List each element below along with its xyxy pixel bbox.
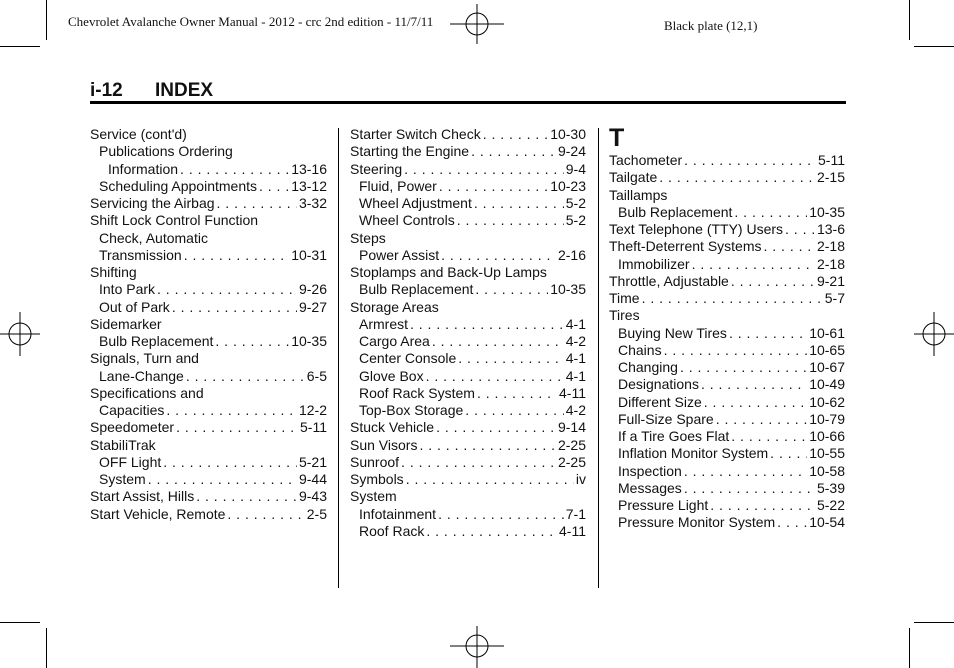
- leader-dots: [410, 316, 564, 333]
- index-entry-label: System: [350, 488, 397, 505]
- index-entry: [609, 307, 845, 324]
- index-entry-page: 3-32: [298, 195, 327, 211]
- index-entry-label: Scheduling Appointments: [99, 177, 257, 194]
- leader-dots: [680, 359, 807, 376]
- index-entry-label: Service (cont'd): [90, 126, 187, 142]
- index-entry-page: 10-67: [809, 359, 845, 375]
- index-entry-page: 5-2: [565, 195, 586, 211]
- page-title: INDEX: [155, 80, 214, 101]
- index-entry-page: 9-26: [298, 281, 327, 298]
- index-entry-label: If a Tire Goes Flat: [618, 428, 730, 444]
- section-letter: T: [609, 124, 625, 152]
- index-entry: [90, 316, 327, 333]
- index-entry-page: 10-58: [809, 462, 845, 479]
- index-entry-label: Start Vehicle, Remote: [90, 505, 226, 522]
- index-entry: [350, 178, 586, 195]
- index-entry: [350, 161, 586, 178]
- index-entry: [609, 445, 845, 462]
- index-entry-page: 10-30: [550, 126, 586, 142]
- index-entry-page: 2-25: [557, 453, 586, 470]
- index-entry-label: Stuck Vehicle: [350, 419, 435, 436]
- leader-dots: [441, 247, 556, 264]
- index-entry: [90, 506, 327, 523]
- leader-dots: [172, 299, 297, 316]
- index-entry-page: 9-44: [298, 471, 327, 487]
- leader-dots: [432, 333, 564, 350]
- index-entry-label: Signals, Turn and: [90, 350, 199, 367]
- index-entry-label: Full-Size Spare: [618, 410, 714, 427]
- index-entry-label: Taillamps: [609, 186, 668, 203]
- index-entry-label: Glove Box: [359, 367, 424, 384]
- index-entry-page: 4-1: [565, 315, 586, 332]
- index-entry: [90, 471, 327, 488]
- leader-dots: [215, 333, 289, 350]
- index-entry-label: Pressure Monitor System: [618, 514, 776, 531]
- index-entry: [350, 471, 586, 488]
- leader-dots: [785, 221, 815, 238]
- index-entry-label: Inflation Monitor System: [618, 445, 769, 462]
- leader-dots: [777, 514, 807, 531]
- leader-dots: [458, 350, 563, 367]
- index-entry-page: 2-18: [816, 255, 845, 272]
- index-entry-label: Cargo Area: [359, 333, 430, 349]
- leader-dots: [176, 419, 298, 436]
- index-entry: [350, 523, 586, 540]
- index-entry: [350, 419, 586, 436]
- index-entry: [90, 264, 327, 281]
- index-column-2: [350, 126, 586, 540]
- leader-dots: [710, 497, 815, 514]
- index-entry-label: Pressure Light: [618, 497, 709, 513]
- index-entry: [609, 256, 845, 273]
- leader-dots: [659, 169, 815, 186]
- index-entry-page: 9-14: [557, 419, 586, 436]
- leader-dots: [436, 419, 556, 436]
- index-entry-label: Lane-Change: [99, 367, 184, 384]
- index-entry-label: Throttle, Adjustable: [609, 272, 729, 289]
- leader-dots: [184, 247, 289, 264]
- index-entry: [609, 497, 845, 514]
- index-entry-label: Inspection: [618, 462, 682, 479]
- index-entry: [90, 299, 327, 316]
- index-entry-page: 2-18: [816, 238, 845, 255]
- index-entry-label: Power Assist: [359, 246, 440, 263]
- index-entry-page: 2-15: [816, 169, 845, 186]
- index-entry-label: Bulb Replacement: [359, 281, 474, 298]
- leader-dots: [186, 368, 305, 385]
- index-entry-label: Infotainment: [359, 505, 437, 522]
- leader-dots: [426, 368, 564, 385]
- index-entry-label: Theft-Deterrent Systems: [609, 238, 762, 255]
- index-entry-page: 2-25: [557, 436, 586, 453]
- index-entry-label: Speedometer: [90, 419, 175, 436]
- index-entry: [609, 514, 845, 531]
- index-entry-page: 2-5: [306, 505, 327, 522]
- index-entry-label: Tachometer: [609, 152, 683, 168]
- index-entry: [350, 368, 586, 385]
- index-entry: [350, 385, 586, 402]
- index-entry-label: Wheel Controls: [359, 212, 455, 229]
- index-entry: [609, 428, 845, 445]
- index-entry: [609, 359, 845, 376]
- index-entry-page: 10-23: [550, 177, 586, 194]
- leader-dots: [465, 402, 563, 419]
- index-entry-label: Center Console: [359, 350, 457, 367]
- index-entry-label: Roof Rack: [359, 522, 425, 539]
- index-entry: [609, 169, 845, 186]
- index-entry-label: Bulb Replacement: [618, 203, 733, 220]
- index-entry-page: 5-2: [565, 212, 586, 229]
- leader-dots: [474, 195, 564, 212]
- index-entry: [609, 238, 845, 255]
- index-entry-label: Changing: [618, 359, 678, 375]
- index-entry: [90, 333, 327, 350]
- leader-dots: [439, 178, 548, 195]
- leader-dots: [180, 161, 289, 178]
- leader-dots: [259, 178, 289, 195]
- leader-dots: [642, 290, 823, 307]
- leader-dots: [401, 454, 556, 471]
- index-entry: [90, 195, 327, 212]
- leader-dots: [701, 376, 807, 393]
- index-entry-page: 10-65: [809, 341, 845, 358]
- index-entry-label: Chains: [618, 341, 662, 358]
- index-entry-page: 10-49: [809, 376, 845, 393]
- index-entry-label: Publications Ordering: [99, 143, 233, 160]
- leader-dots: [734, 204, 807, 221]
- index-entry: [350, 212, 586, 229]
- index-entry-page: 5-21: [298, 453, 327, 470]
- leader-dots: [731, 273, 815, 290]
- leader-dots: [684, 463, 807, 480]
- page-number: i-12: [90, 80, 123, 101]
- leader-dots: [770, 445, 807, 462]
- registration-mark-top-icon: [450, 4, 504, 44]
- leader-dots: [196, 488, 297, 505]
- index-entry-page: 10-35: [291, 333, 327, 349]
- index-entry-page: 5-22: [816, 497, 845, 513]
- index-entry-label: Roof Rack System: [359, 384, 475, 401]
- index-entry-page: 4-2: [565, 333, 586, 349]
- index-entry-page: 10-55: [809, 445, 845, 462]
- index-entry-page: iv: [575, 471, 586, 487]
- index-entry-label: Symbols: [350, 471, 404, 487]
- leader-dots: [704, 394, 807, 411]
- leader-dots: [716, 411, 807, 428]
- leader-dots: [217, 195, 297, 212]
- leader-dots: [438, 506, 564, 523]
- index-entry-label: Sidemarker: [90, 315, 162, 332]
- index-entry-label: Designations: [618, 376, 699, 393]
- index-column-1: [90, 126, 327, 523]
- index-entry-page: 2-16: [557, 246, 586, 263]
- index-entry-page: 10-35: [550, 281, 586, 298]
- index-entry-label: Steering: [350, 160, 403, 177]
- registration-mark-right-icon: [914, 312, 954, 356]
- title-rule: [90, 101, 846, 104]
- index-entry-label: System: [99, 471, 146, 487]
- index-entry: [90, 247, 327, 264]
- index-entry: [609, 325, 845, 342]
- index-entry: [90, 143, 327, 160]
- index-entry-page: 10-79: [809, 410, 845, 427]
- leader-dots: [471, 143, 556, 160]
- index-entry-page: 9-27: [298, 298, 327, 315]
- index-entry-page: 10-66: [809, 428, 845, 444]
- index-entry-page: 10-35: [809, 203, 845, 220]
- leader-dots: [163, 454, 297, 471]
- leader-dots: [731, 428, 807, 445]
- registration-mark-left-icon: [0, 312, 40, 356]
- index-entry-page: 4-11: [559, 522, 586, 539]
- index-column-3: [609, 126, 845, 532]
- index-entry: [90, 126, 327, 143]
- index-entry: [350, 195, 586, 212]
- index-entry-page: 13-6: [816, 221, 845, 237]
- index-entry: [90, 437, 327, 454]
- leader-dots: [166, 402, 297, 419]
- registration-mark-bottom-icon: [450, 626, 504, 668]
- index-entry: [609, 394, 845, 411]
- index-entry-page: 13-16: [291, 160, 327, 177]
- index-entry: [609, 273, 845, 290]
- index-entry-label: Bulb Replacement: [99, 333, 214, 349]
- index-entry: [90, 488, 327, 505]
- index-entry: [90, 178, 327, 195]
- leader-dots: [477, 385, 557, 402]
- index-entry-label: Into Park: [99, 281, 156, 298]
- index-entry-label: Different Size: [618, 393, 702, 410]
- index-entry-page: 10-54: [809, 514, 845, 531]
- index-entry-label: Start Assist, Hills: [90, 488, 195, 505]
- index-entry-page: 5-11: [818, 152, 845, 168]
- index-entry-label: Tailgate: [609, 169, 658, 186]
- index-entry-label: Information: [108, 160, 179, 177]
- index-entry: [350, 247, 586, 264]
- index-entry-label: StabiliTrak: [90, 436, 156, 453]
- index-entry-label: Armrest: [359, 315, 408, 332]
- index-entry-label: Text Telephone (TTY) Users: [609, 221, 784, 237]
- index-entry: [350, 126, 586, 143]
- plate-label: Black plate (12,1): [664, 18, 758, 33]
- leader-dots: [426, 523, 557, 540]
- column-divider: [338, 128, 339, 588]
- index-entry: [90, 350, 327, 367]
- index-entry-label: Fluid, Power: [359, 177, 437, 194]
- index-entry: [350, 333, 586, 350]
- index-entry: [90, 402, 327, 419]
- leader-dots: [406, 471, 574, 488]
- index-entry: [609, 411, 845, 428]
- index-entry-page: 4-2: [565, 402, 586, 418]
- index-entry: [90, 230, 327, 247]
- index-entry-label: Starter Switch Check: [350, 126, 481, 142]
- leader-dots: [684, 152, 816, 169]
- index-entry-label: Sunroof: [350, 453, 400, 470]
- index-entry: [350, 402, 586, 419]
- index-entry-label: OFF Light: [99, 453, 162, 470]
- index-entry: [350, 281, 586, 298]
- index-entry: [609, 221, 845, 238]
- index-entry-label: Transmission: [99, 246, 182, 263]
- leader-dots: [764, 238, 815, 255]
- leader-dots: [664, 342, 808, 359]
- index-entry: [609, 152, 845, 169]
- index-entry-page: 5-7: [824, 290, 845, 306]
- index-entry-label: Steps: [350, 229, 386, 246]
- index-entry-label: Out of Park: [99, 298, 170, 315]
- leader-dots: [148, 471, 297, 488]
- index-entry: [609, 204, 845, 221]
- index-entry-label: Immobilizer: [618, 255, 690, 272]
- index-entry-label: Shifting: [90, 264, 137, 280]
- index-entry-page: 6-5: [306, 367, 327, 384]
- index-entry-page: 10-61: [809, 324, 845, 341]
- leader-dots: [475, 281, 548, 298]
- index-entry-page: 7-1: [565, 505, 586, 522]
- index-entry: [609, 290, 845, 307]
- index-entry-page: 4-1: [565, 367, 586, 384]
- index-entry-page: 10-62: [809, 393, 845, 410]
- index-entry-page: 10-31: [291, 246, 327, 263]
- index-entry-label: Storage Areas: [350, 298, 439, 315]
- leader-dots: [227, 506, 304, 523]
- leader-dots: [684, 480, 815, 497]
- index-entry-page: 5-11: [300, 419, 327, 436]
- index-entry: [350, 488, 586, 505]
- index-entry-label: Shift Lock Control Function: [90, 212, 259, 229]
- index-entry-page: 4-1: [565, 350, 586, 367]
- index-entry-label: Check, Automatic: [99, 229, 208, 246]
- index-entry: [609, 376, 845, 393]
- index-entry: [350, 230, 586, 247]
- index-entry: [90, 212, 327, 229]
- index-entry: [350, 316, 586, 333]
- index-entry-page: 9-43: [298, 488, 327, 505]
- leader-dots: [483, 126, 548, 143]
- index-entry-label: Capacities: [99, 402, 165, 418]
- index-entry-label: Buying New Tires: [618, 324, 727, 341]
- index-entry: [350, 506, 586, 523]
- index-entry: [90, 281, 327, 298]
- index-entry-page: 5-39: [816, 479, 845, 496]
- index-entry: [350, 143, 586, 160]
- index-entry-label: Sun Visors: [350, 436, 418, 453]
- index-entry: [90, 161, 327, 178]
- index-entry-page: 9-4: [565, 160, 586, 177]
- index-entry-label: Wheel Adjustment: [359, 195, 472, 211]
- index-entry: [90, 368, 327, 385]
- index-entry-page: 9-21: [816, 272, 845, 289]
- index-entry: [609, 480, 845, 497]
- leader-dots: [729, 325, 807, 342]
- index-entry-label: Messages: [618, 479, 682, 496]
- index-entry: [350, 437, 586, 454]
- index-entry: [609, 187, 845, 204]
- leader-dots: [404, 161, 564, 178]
- index-entry: [90, 454, 327, 471]
- index-entry: [350, 454, 586, 471]
- leader-dots: [457, 212, 564, 229]
- column-divider: [598, 128, 599, 588]
- index-entry-label: Specifications and: [90, 384, 204, 401]
- index-entry-label: Tires: [609, 307, 640, 324]
- index-entry: [609, 342, 845, 359]
- index-entry: [350, 350, 586, 367]
- leader-dots: [419, 437, 556, 454]
- index-entry-label: Time: [609, 290, 640, 306]
- index-entry-page: 13-12: [291, 177, 327, 194]
- manual-title: Chevrolet Avalanche Owner Manual - 2012 - crc 2nd edition - 11/7/11: [68, 14, 434, 29]
- index-entry-page: 12-2: [298, 402, 327, 418]
- index-entry: [90, 385, 327, 402]
- index-entry-label: Stoplamps and Back-Up Lamps: [350, 264, 547, 280]
- index-entry-page: 9-24: [557, 143, 586, 160]
- leader-dots: [157, 281, 297, 298]
- index-entry: [350, 299, 586, 316]
- index-entry: [350, 264, 586, 281]
- index-entry-label: Top-Box Storage: [359, 402, 464, 418]
- index-entry-label: Servicing the Airbag: [90, 195, 215, 211]
- index-entry: [609, 463, 845, 480]
- index-entry-label: Starting the Engine: [350, 143, 470, 160]
- leader-dots: [692, 256, 815, 273]
- index-entry: [90, 419, 327, 436]
- index-entry-page: 4-11: [559, 384, 586, 401]
